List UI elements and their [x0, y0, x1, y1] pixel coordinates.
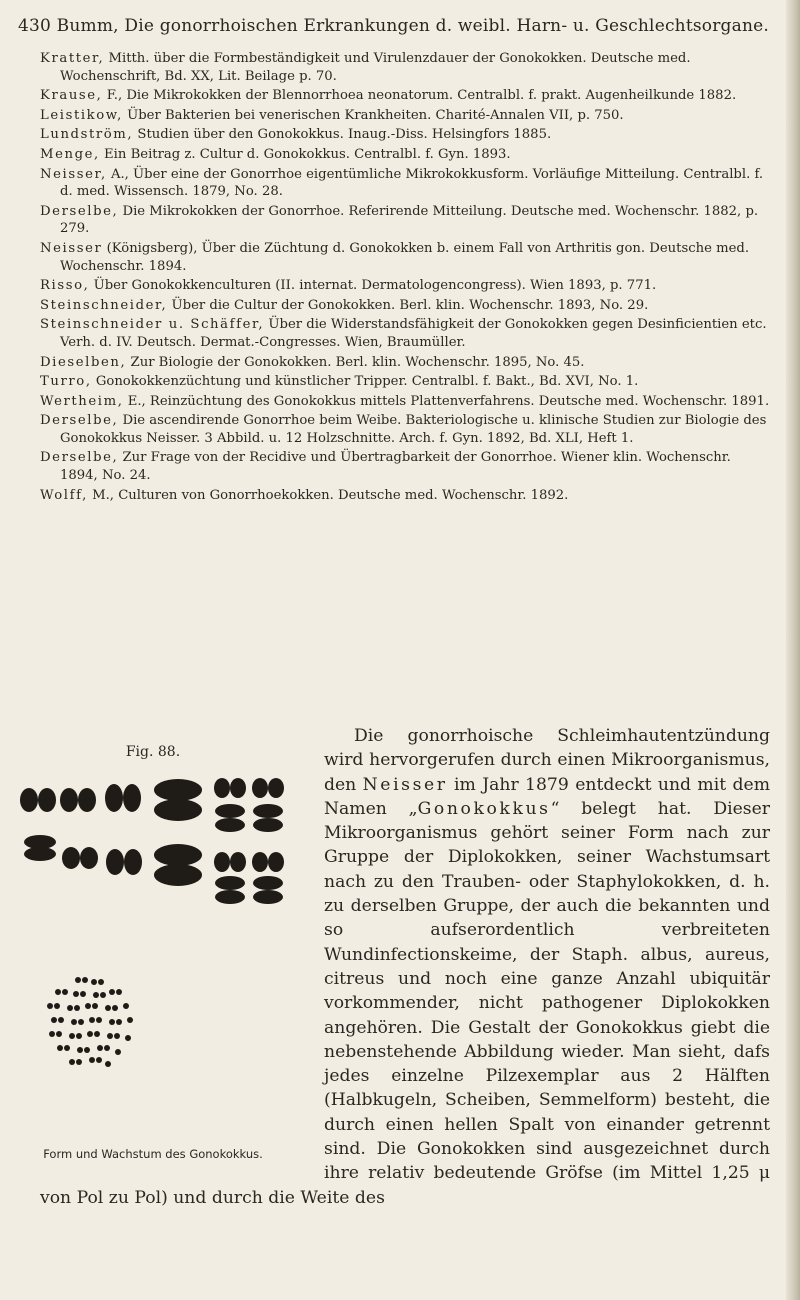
gonokokkus-term: Gonokokkus [417, 798, 551, 819]
reference-text: Über die Cultur der Gonokokken. Berl. klin. Wochenschr. 1893, No. 29. [171, 297, 649, 313]
running-title: Bumm, Die gonorrhoischen Erkrankungen d. weibl. Harn- u. Geschlechtsorgane. [56, 16, 769, 36]
reference-list [40, 50, 770, 506]
reference-entry [40, 203, 770, 238]
reference-author: Kratter, [40, 51, 105, 66]
running-header [18, 16, 778, 36]
reference-author: Dieselben, [40, 354, 127, 370]
reference-entry [40, 50, 770, 85]
body-text [40, 724, 770, 1210]
reference-entry [40, 316, 770, 351]
reference-author: Lundström, [40, 127, 134, 143]
diplococcus-pair [214, 778, 246, 798]
diplococcus-pair [215, 876, 245, 904]
reference-text: Mitth. über die Formbeständigkeit und Virulenzdauer der Gonokokken. Deutsche med. Wochenschrift, Bd. XX, Lit. Beilage p. 70. [60, 51, 691, 84]
diplococcus-pair [253, 804, 283, 832]
reference-author: Neisser, [40, 166, 107, 182]
reference-entry [40, 166, 770, 201]
diplococcus-pair [252, 778, 284, 798]
diplococcus-pair [154, 779, 202, 821]
reference-text: Zur Biologie der Gonokokken. Berl. klin. Wochenschr. 1895, No. 45. [130, 354, 585, 370]
diplococcus-pair [24, 835, 56, 861]
gonococcus-cluster [47, 977, 133, 1067]
diplococcus-pair [214, 852, 246, 872]
body-text-part-1: Die gonorrhoische Schleimhautentzündung wird hervorgerufen durch einen Mikroorganismus, den [324, 726, 770, 795]
reference-entry [40, 393, 770, 411]
reference-entry [40, 297, 770, 315]
reference-author: Wolff, [40, 487, 88, 503]
reference-text: Studien über den Gonokokkus. Inaug.-Diss. Helsingfors 1885. [137, 127, 552, 143]
reference-author: Turro, [40, 374, 92, 390]
diplococcus-pair [154, 844, 202, 886]
reference-author: Derselbe, [40, 413, 119, 429]
reference-author: Neisser [40, 240, 103, 256]
diplococcus-pair [253, 876, 283, 904]
reference-text: Über die Widerstandsfähigkeit der Gonokokken gegen Desinficientien etc. Verh. d. IV. Deutsch. Dermat.-Congresses. Wien, Braumüller. [60, 317, 767, 350]
diplococcus-pair [215, 804, 245, 832]
reference-entry [40, 373, 770, 391]
reference-author: Steinschneider u. Schäffer, [40, 317, 265, 333]
reference-entry [40, 146, 770, 164]
diplococcus-pair [20, 788, 56, 812]
reference-entry [40, 412, 770, 447]
reference-text: Zur Frage von der Recidive und Übertragbarkeit der Gonorrhoe. Wiener klin. Wochenschr. 1894, No. 24. [60, 450, 731, 484]
reference-author: Menge, [40, 146, 100, 162]
figure-label: Fig. 88. [125, 744, 181, 760]
reference-text: (Königsberg), Über die Züchtung d. Gonokokken b. einem Fall von Arthritis gon. Deutsche med. Wochenschr. 1894. [60, 240, 750, 274]
reference-author: Wertheim, [40, 393, 124, 409]
reference-entry [40, 354, 770, 372]
reference-entry [40, 487, 770, 505]
reference-text: Die ascendirende Gonorrhoe beim Weibe. Bakteriologische u. klinische Studien zur Biologie des Gonokokkus Neisser. 3 Abbild. u. 12 Holzschnitte. Arch. f. Gyn. 1892, Bd. XLI, Heft 1. [60, 413, 767, 446]
body-text-part-3: “ belegt hat. Dieser Mikroorganismus gehört seiner Form nach zur Gruppe der Diplokokken, seiner Wachstumsart nach zu den Trauben- oder Staphylokokken, d. h. zu derselben Gruppe, der auch die bekannten und so aufserordentlich verbreiteten Wundinfectionskeime, der Staph. albus, aureus, citreus und noch eine ganze Anzahl ubiquitär vorkommender, nicht pathogener Diplokokken angehören. Die Gestalt der Gonokokkus giebt die nebenstehende Abbildung wieder. Man sieht, dafs jedes einzelne Pilzexemplar aus 2 Hälften (Halbkugeln, Scheiben, Semmelform) besteht, die durch einen hellen Spalt von einander getrennt sind. Die Gonokokken sind ausgezeichnet durch ihre relativ bedeutende Gröfse (im Mittel 1,25 μ von Pol zu Pol) und durch die Weite des [40, 798, 770, 1208]
reference-text: F., Die Mikrokokken der Blennorrhoea neonatorum. Centralbl. f. prakt. Augenheilkunde 1882. [106, 88, 737, 104]
figure-caption: Form und Wachstum des Gonokokkus. [43, 1147, 263, 1161]
reference-text: A., Über eine der Gonorrhoe eigentümliche Mikrokokkusform. Vorläufige Mitteilung. Centralbl. f. d. med. Wissensch. 1879, No. 28. [60, 166, 764, 200]
reference-text: M., Culturen von Gonorrhoekokken. Deutsche med. Wochenschr. 1892. [92, 487, 569, 503]
diplococcus-pair [62, 847, 98, 869]
reference-text: E., Reinzüchtung des Gonokokkus mittels Plattenverfahrens. Deutsche med. Wochenschr. 1891. [127, 393, 770, 409]
diplococcus-pair [106, 849, 142, 875]
reference-author: Leistikow, [40, 107, 123, 123]
reference-text: Die Mikrokokken der Gonorrhoe. Referirende Mitteilung. Deutsche med. Wochenschr. 1882, p. 279. [60, 203, 759, 237]
reference-author: Derselbe, [40, 203, 119, 219]
page-edge-shadow [786, 0, 800, 1300]
diplococcus-pair [105, 784, 141, 812]
reference-author: Risso, [40, 278, 90, 294]
neisser-name: Neisser [362, 774, 448, 795]
diplococcus-pair [252, 852, 284, 872]
page-number: 430 [18, 16, 52, 36]
reference-entry [40, 107, 770, 125]
body-text-part-2: im Jahr 1879 entdeckt und mit dem Namen „ [324, 774, 771, 819]
reference-author: Krause, [40, 88, 103, 104]
reference-author: Steinschneider, [40, 297, 168, 313]
reference-text: Über Gonokokkenculturen (II. internat. Dermatologencongress). Wien 1893, p. 771. [93, 278, 657, 294]
reference-entry [40, 449, 770, 484]
reference-author: Derselbe, [40, 450, 119, 466]
reference-entry [40, 126, 770, 144]
reference-entry [40, 87, 770, 105]
figure-88 [0, 730, 306, 1163]
reference-entry [40, 277, 770, 295]
reference-text: Über Bakterien bei venerischen Krankheiten. Charité-Annalen VII, p. 750. [127, 107, 624, 123]
diplococcus-pair [60, 788, 96, 812]
gonococcus-illustration [18, 770, 288, 1130]
reference-entry [40, 240, 770, 275]
reference-text: Gonokokkenzüchtung und künstlicher Tripper. Centralbl. f. Bakt., Bd. XVI, No. 1. [95, 374, 639, 390]
reference-text: Ein Beitrag z. Cultur d. Gonokokkus. Centralbl. f. Gyn. 1893. [104, 146, 511, 162]
